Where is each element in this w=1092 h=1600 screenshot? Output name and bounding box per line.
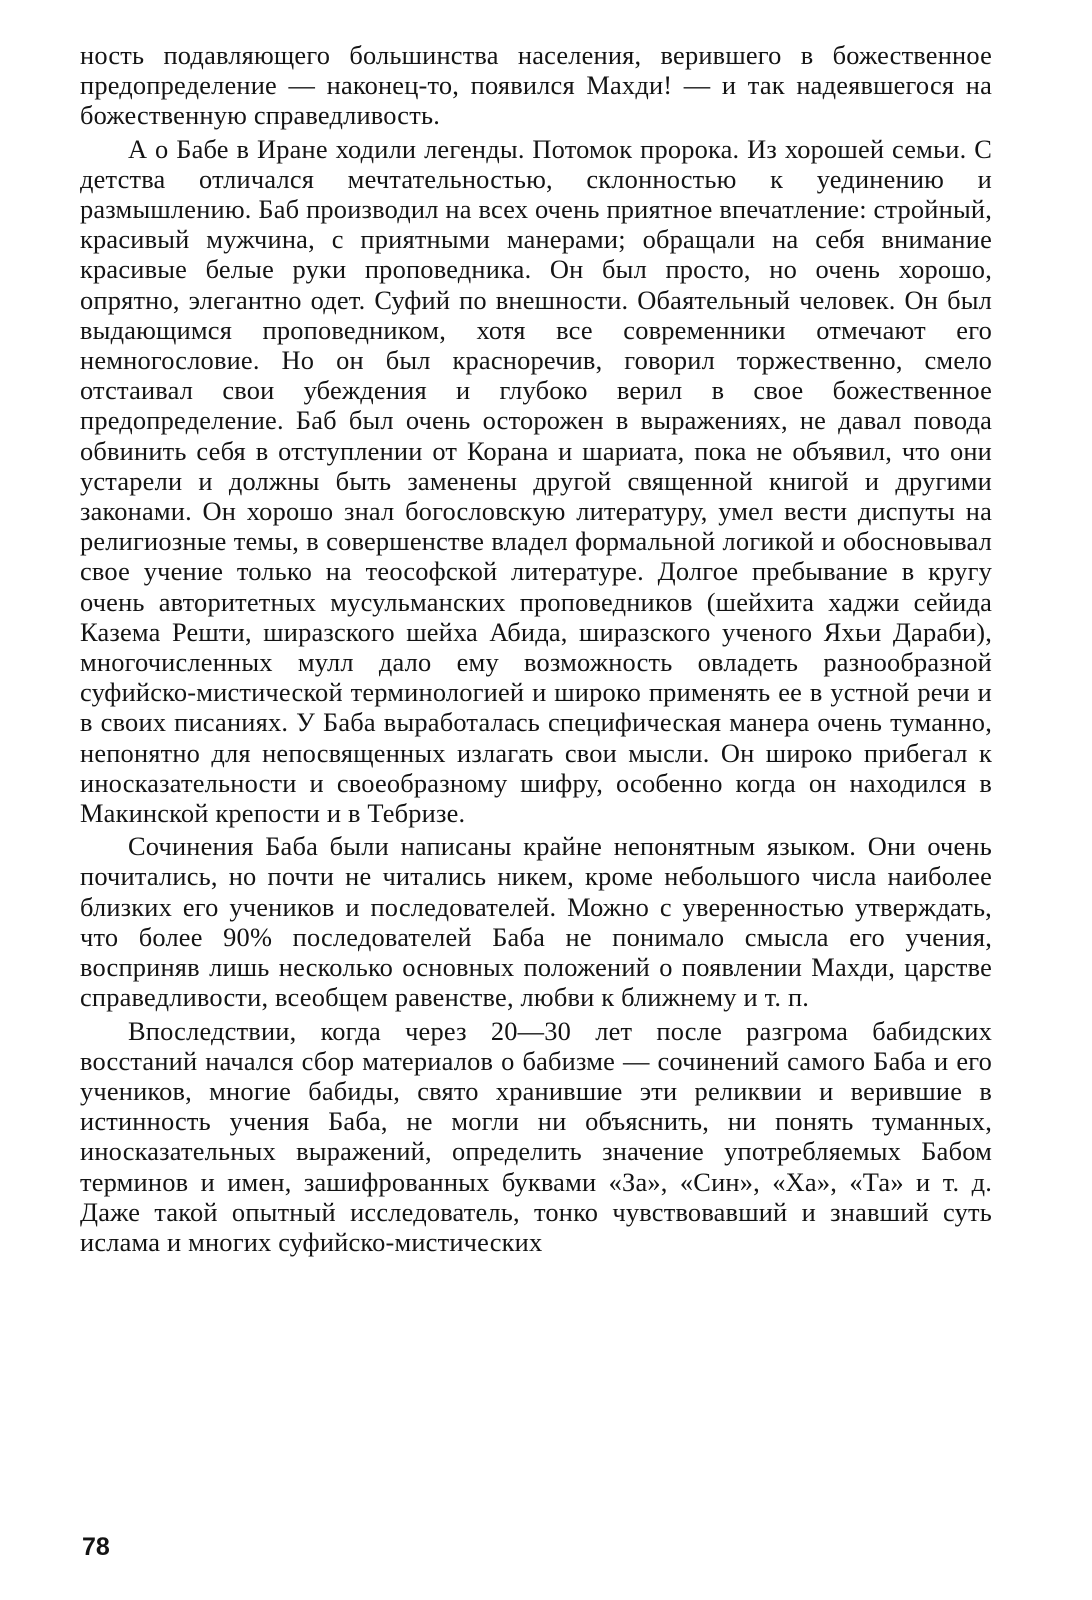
paragraph-3: Сочинения Баба были написаны крайне непонятным языком. Они очень почитались, но почти не читались никем, кроме небольшого числа наиболее близких его учеников и последователей. Можно с уверенностью утверждать, что более 90% последователей Баба не понимало смысла его учения, восприняв лишь несколько основных положений о появлении Махди, царстве справедливости, всеобщем равенстве, любви к ближнему и т. п. bbox=[80, 831, 992, 1013]
page-body bbox=[80, 40, 992, 1257]
paragraph-2: А о Бабе в Иране ходили легенды. Потомок пророка. Из хорошей семьи. С детства отличался мечтательностью, склонностью к уединению и размышлению. Баб производил на всех очень приятное впечатление: стройный, красивый мужчина, с приятными манерами; обращали на себя внимание красивые белые руки проповедника. Он был просто, но очень хорошо, опрятно, элегантно одет. Суфий по внешности. Обаятельный человек. Он был выдающимся проповедником, хотя все современники отмечают его немногословие. Но он был красноречив, говорил торжественно, смело отстаивал свои убеждения и глубоко верил в свое божественное предопределение. Баб был очень осторожен в выражениях, не давал повода обвинить себя в отступлении от Корана и шариата, пока не объявил, что они устарели и должны быть заменены другой священной книгой и другими законами. Он хорошо знал богословскую литературу, умел вести диспуты на религиозные темы, в совершенстве владел формальной логикой и обосновывал свое учение только на теософской литературе. Долгое пребывание в кругу очень авторитетных мусульманских проповедников (шейхита хаджи сейида Казема Решти, ширазского шейха Абида, ширазского ученого Яхьи Дараби), многочисленных мулл дало ему возможность овладеть разнообразной суфийско-мистической терминологией и широко применять ее в устной речи и в своих писаниях. У Баба выработалась специфическая манера очень туманно, непонятно для непосвященных излагать свои мысли. Он широко прибегал к иносказательности и своеобразному шифру, особенно когда он находился в Макинской крепости и в Тебризе. bbox=[80, 133, 992, 829]
page-number: 78 bbox=[82, 1533, 110, 1561]
paragraph-4: Впоследствии, когда через 20—30 лет после разгрома бабидских восстаний начался сбор материалов о бабизме — сочинений самого Баба и его учеников, многие бабиды, свято хранившие эти реликвии и верившие в истинность учения Баба, не могли ни объяснить, ни понять туманных, иносказательных выражений, определить значение употребляемых Бабом терминов и имен, зашифрованных буквами «За», «Син», «Ха», «Та» и т. д. Даже такой опытный исследователь, тонко чувствовавший и знавший суть ислама и многих суфийско-мистических bbox=[80, 1015, 992, 1257]
paragraph-1: ность подавляющего большинства населения, верившего в божественное предопределение — наконец-то, появился Махди! — и так надеявшегося на божественную справедливость. bbox=[80, 40, 992, 131]
